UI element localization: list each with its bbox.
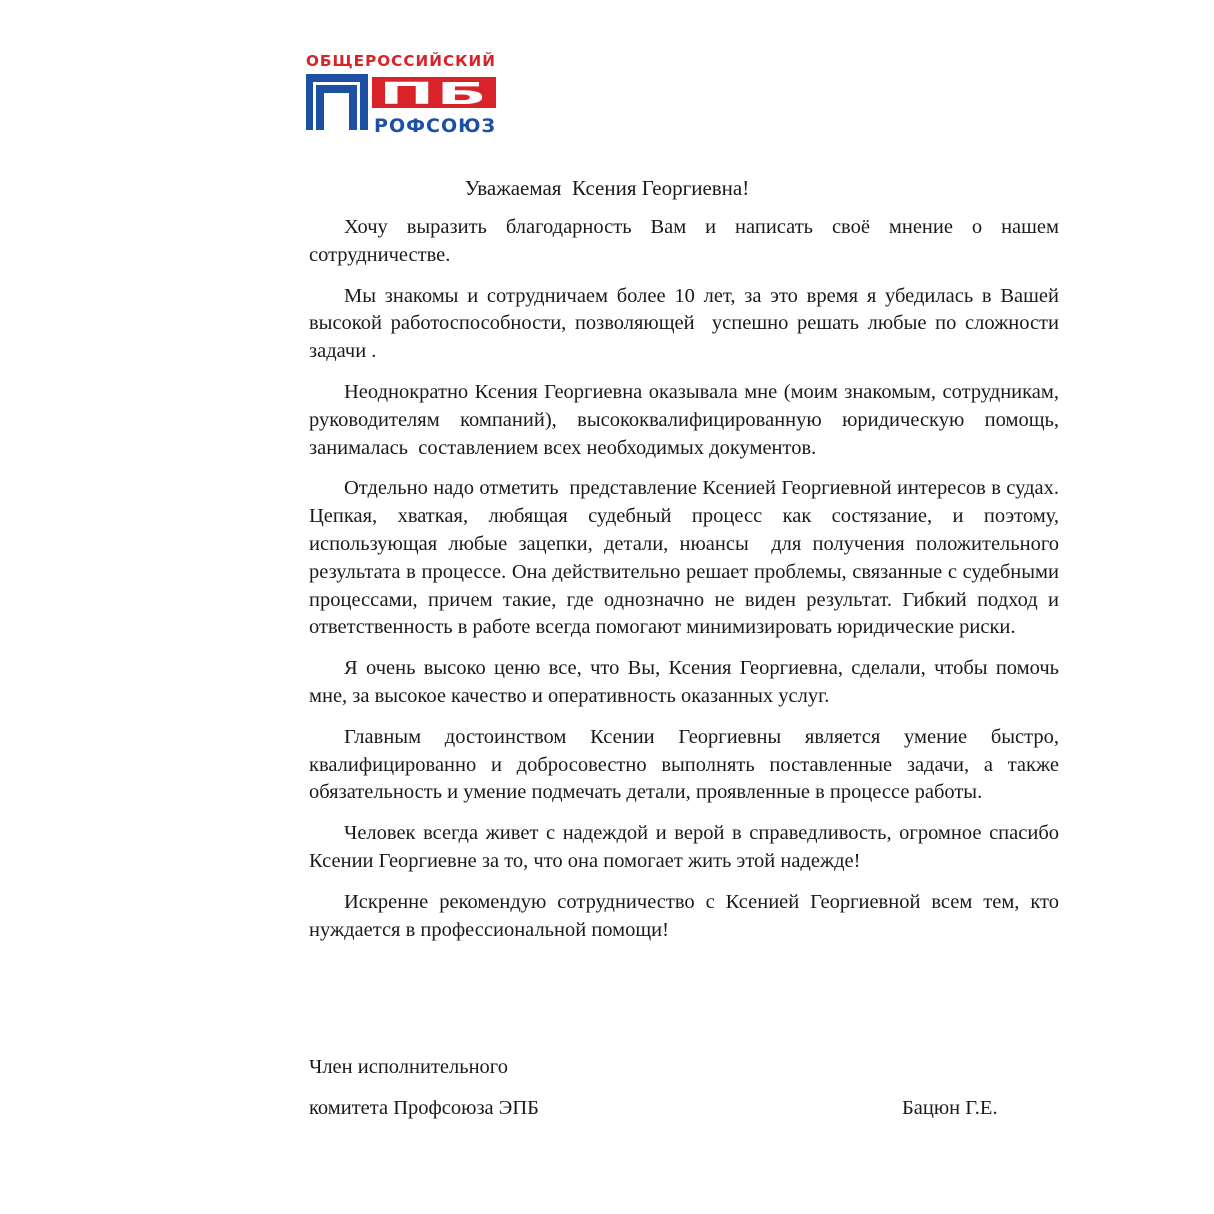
union-logo xyxy=(306,50,498,136)
logo-bottom-text: РОФСОЮЗ xyxy=(374,115,496,136)
letter-paragraph: Главным достоинством Ксении Георгиевны является умение быстро, квалифицированно и добросовестно выполнять поставленные задачи, а также обязательность и умение подмечать детали, проявленные в процессе работы. xyxy=(309,725,1065,804)
signature-name: Бацюн Г.Е. xyxy=(902,1097,998,1119)
letter-salutation: Уважаемая Ксения Георгиевна! xyxy=(464,176,750,200)
signature-role-line-2: комитета Профсоюза ЭПБ xyxy=(309,1097,539,1119)
letter-paragraph: Хочу выразить благодарность Вам и написать своё мнение о нашем сотрудничестве. xyxy=(309,216,1065,266)
logo-top-text: ОБЩЕРОССИЙСКИЙ xyxy=(306,52,494,70)
logo-p-letter-shape xyxy=(309,78,364,130)
letter-paragraph: Я очень высоко ценю все, что Вы, Ксения Георгиевна, сделали, чтобы помочь мне, за высокое качество и оперативность оказанных услуг. xyxy=(309,657,1065,707)
letter-paragraph: Отдельно надо отметить представление Ксенией Георгиевной интересов в судах. Цепкая, хваткая, любящая судебный процесс как состязание, и поэтому, использующая любые зацепки, детали, нюансы для получения положительного результата в процессе. Она действительно решает проблемы, связанные с судебными процессами, причем такие, где однозначно не виден результат. Гибкий подход и ответственность в работе всегда помогают минимизировать юридические риски. xyxy=(309,477,1065,639)
logo-letters: ПБ xyxy=(379,77,489,112)
letter-paragraph: Неоднократно Ксения Георгиевна оказывала мне (моим знакомым, сотрудникам, руководителям компаний), высококвалифицированную юридическую помощь, занималась составлением всех необходимых документов. xyxy=(309,380,1065,459)
letter-paragraph: Мы знакомы и сотрудничаем более 10 лет, за это время я убедилась в Вашей высокой работоспособности, позволяющей успешно решать любые по сложности задачи . xyxy=(309,284,1065,363)
letter-paragraph: Человек всегда живет с надеждой и верой в справедливость, огромное спасибо Ксении Георгиевне за то, что она помогает жить этой надежде! xyxy=(309,822,1065,872)
letter-paragraph: Искренне рекомендую сотрудничество с Ксенией Георгиевной всем тем, кто нуждается в профессиональной помощи! xyxy=(309,890,1065,941)
signature-role-line-1: Член исполнительного xyxy=(309,1056,508,1078)
letter-body xyxy=(309,214,1065,957)
